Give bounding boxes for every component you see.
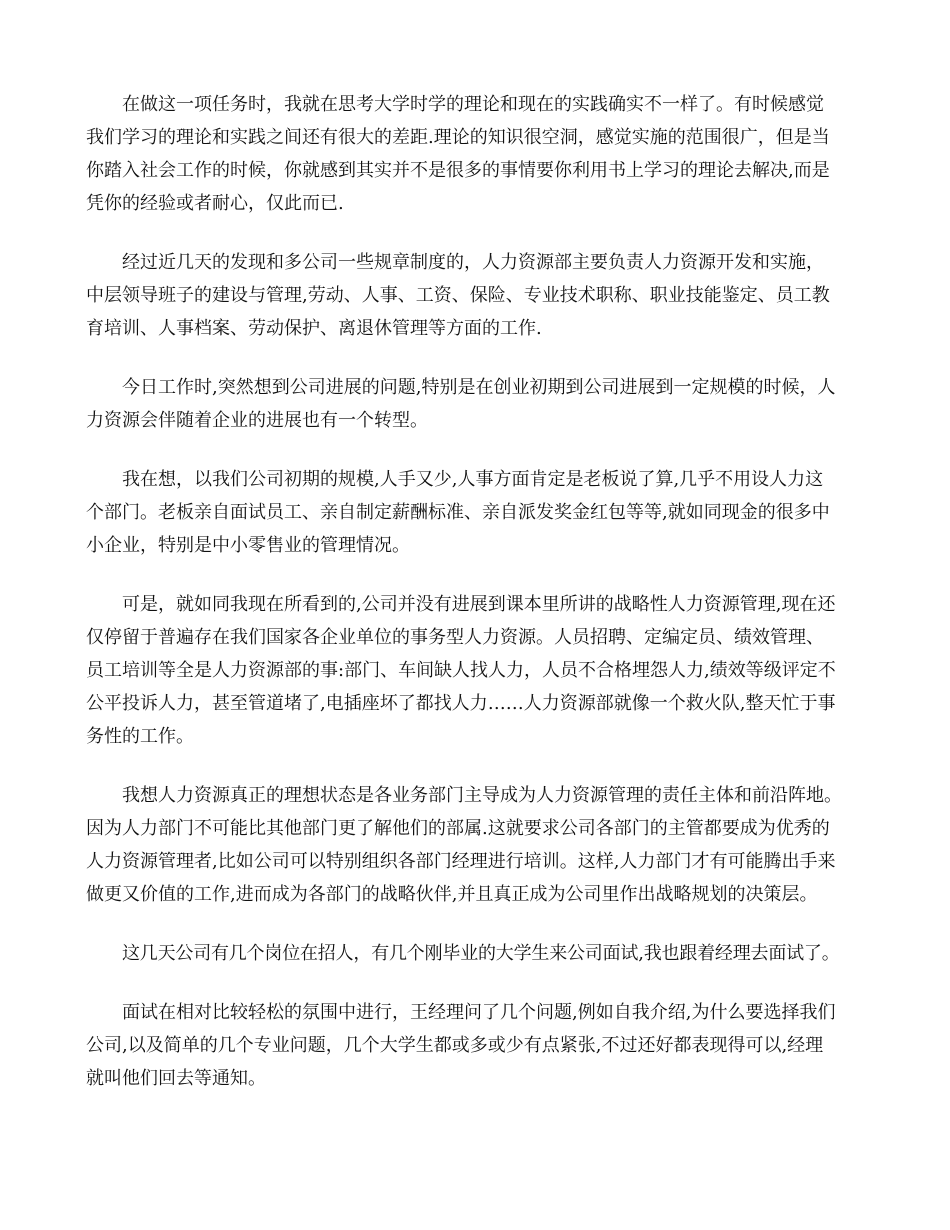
- paragraph-1: [86, 88, 866, 220]
- text-line: 我们学习的理论和实践之间还有很大的差距.理论的知识很空洞，感觉实施的范围很广，但是当: [86, 127, 830, 148]
- paragraph-4: [86, 463, 866, 562]
- text-line: 务性的工作。: [86, 726, 194, 747]
- text-line: 凭你的经验或者耐心，仅此而已.: [86, 193, 344, 214]
- paragraph-6: [86, 779, 866, 911]
- document-page: [86, 88, 866, 1121]
- text-line: 面试在相对比较轻松的氛围中进行，王经理问了几个问题,例如自我介绍,为什么要选择我们: [122, 1002, 836, 1023]
- text-line: 仅停留于普遍存在我们国家各企业单位的事务型人力资源。人员招聘、定编定员、绩效管理、: [86, 627, 824, 648]
- text-line: 可是，就如同我现在所看到的,公司并没有进展到课本里所讲的战略性人力资源管理,现在还: [122, 594, 836, 615]
- text-line: 个部门。老板亲自面试员工、亲自制定薪酬标准、亲自派发奖金红包等等,就如同现金的很多中: [86, 502, 830, 523]
- text-line: 力资源会伴随着企业的进展也有一个转型。: [86, 410, 428, 431]
- text-line: 就叫他们回去等通知。: [86, 1068, 266, 1089]
- text-line: 员工培训等全是人力资源部的事:部门、车间缺人找人力，人员不合格埋怨人力,绩效等级评定不: [86, 660, 836, 681]
- text-line: 人力资源管理者,比如公司可以特别组织各部门经理进行培训。这样,人力部门才有可能腾出手来: [86, 851, 836, 872]
- text-line: 你踏入社会工作的时候，你就感到其实并不是很多的事情要你利用书上学习的理论去解决,而是: [86, 160, 830, 181]
- paragraph-2: [86, 246, 866, 345]
- text-line: 我想人力资源真正的理想状态是各业务部门主导成为人力资源管理的责任主体和前沿阵地。: [122, 785, 842, 806]
- text-line: 今日工作时,突然想到公司进展的问题,特别是在创业初期到公司进展到一定规模的时候，人: [122, 377, 836, 398]
- paragraph-7: [86, 937, 866, 970]
- paragraph-8: [86, 996, 866, 1095]
- paragraph-3: [86, 371, 866, 437]
- text-line: 公司,以及简单的几个专业问题，几个大学生都或多或少有点紧张,不过还好都表现得可以,经理: [86, 1035, 824, 1056]
- text-line: 在做这一项任务时，我就在思考大学时学的理论和现在的实践确实不一样了。有时候感觉: [122, 94, 824, 115]
- text-line: 小企业，特别是中小零售业的管理情况。: [86, 535, 410, 556]
- paragraph-5: [86, 588, 866, 753]
- text-line: 经过近几天的发现和多公司一些规章制度的，人力资源部主要负责人力资源开发和实施，: [122, 252, 824, 273]
- text-line: 我在想，以我们公司初期的规模,人手又少,人事方面肯定是老板说了算,几乎不用设人力这: [122, 469, 824, 490]
- text-line: 因为人力部门不可能比其他部门更了解他们的部属.这就要求公司各部门的主管都要成为优秀的: [86, 818, 830, 839]
- text-line: 做更又价值的工作,进而成为各部门的战略伙伴,并且真正成为公司里作出战略规划的决策层。: [86, 884, 818, 905]
- text-line: 公平投诉人力，甚至管道堵了,电插座坏了都找人力……人力资源部就像一个救火队,整天忙于事: [86, 693, 836, 714]
- text-line: 中层领导班子的建设与管理,劳动、人事、工资、保险、专业技术职称、职业技能鉴定、员工教: [86, 285, 830, 306]
- text-line: 这几天公司有几个岗位在招人，有几个刚毕业的大学生来公司面试,我也跟着经理去面试了。: [122, 943, 840, 964]
- text-line: 育培训、人事档案、劳动保护、离退休管理等方面的工作.: [86, 318, 542, 339]
